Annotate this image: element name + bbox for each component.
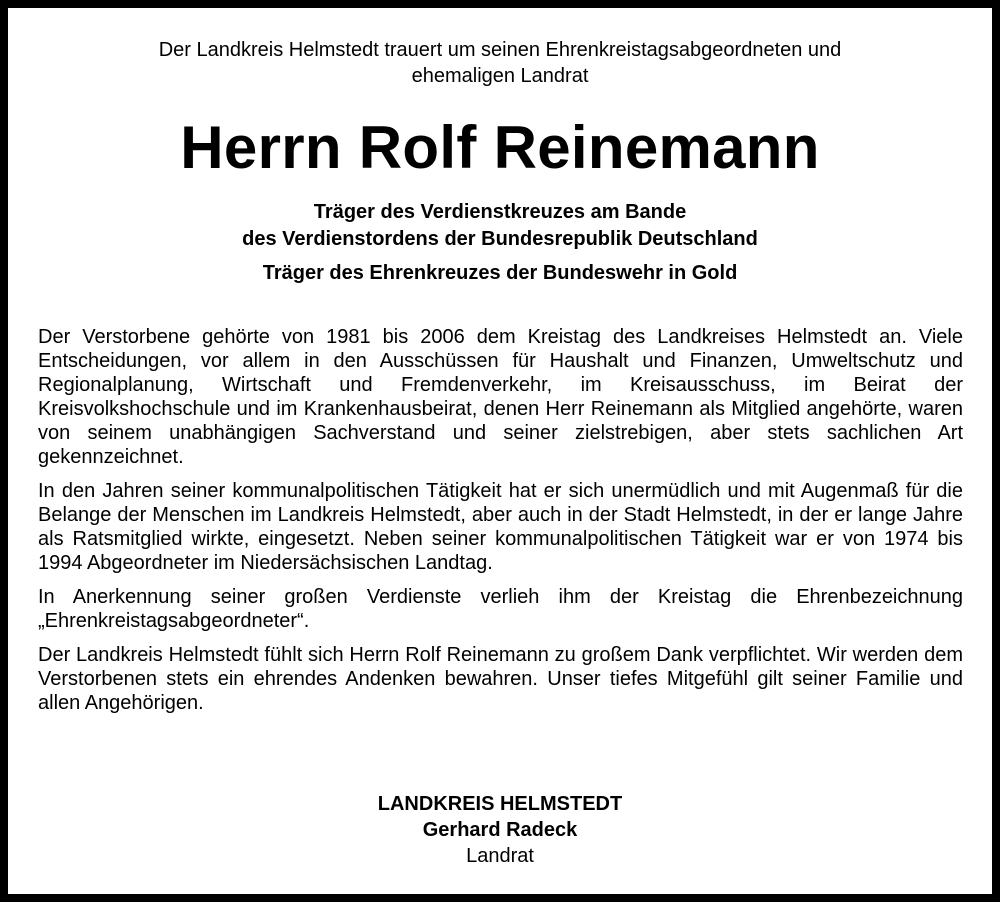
intro-text [60, 37, 940, 89]
honor-line-1: Träger des Verdienstkreuzes am Bande [313, 201, 687, 223]
honors-block [60, 199, 940, 287]
signature-person: Gerhard Radeck [422, 819, 578, 841]
obituary-body [38, 325, 963, 725]
signature-title: Landrat [466, 845, 534, 867]
signature-block [200, 791, 800, 869]
paragraph-3: In Anerkennung seiner großen Verdienste verlieh ihm der Kreistag die Ehrenbezeichnung „Ehrenkreistagsabgeordneter“. [38, 586, 963, 632]
paragraph-4: Der Landkreis Helmstedt fühlt sich Herrn Rolf Reinemann zu großem Dank verpflichtet. Wir werden dem Verstorbenen stets ein ehrendes Andenken bewahren. Unser tiefes Mitgefühl gilt seiner Familie und allen Angehörigen. [38, 644, 963, 714]
intro-line-1: Der Landkreis Helmstedt trauert um seinen Ehrenkreistagsabgeordneten und [158, 39, 842, 61]
intro-line-2: ehemaligen Landrat [411, 65, 589, 87]
honor-line-2: des Verdienstordens der Bundesrepublik Deutschland [242, 228, 758, 250]
deceased-name: Herrn Rolf Reinemann [180, 114, 820, 181]
paragraph-2: In den Jahren seiner kommunalpolitischen Tätigkeit hat er sich unermüdlich und mit Augenmaß für die Belange der Menschen im Landkreis Helmstedt, aber auch in der Stadt Helmstedt, in der er lange Jahre als Ratsmitglied wirkte, eingesetzt. Neben seiner kommunalpolitischen Tätigkeit war er von 1974 bis 1994 Abgeordneter im Niedersächsischen Landtag. [38, 480, 963, 574]
paragraph-1: Der Verstorbene gehörte von 1981 bis 2006 dem Kreistag des Landkreises Helmstedt an. Viele Entscheidungen, vor allem in den Ausschüssen für Haushalt und Finanzen, Umweltschutz und Regionalplanung, Wirtschaft und Fremdenverkehr, im Kreisausschuss, im Beirat der Kreisvolkshochschule und im Krankenhausbeirat, denen Herr Reinemann als Mitglied angehörte, waren von seinem unabhängigen Sachverstand und seiner zielstrebigen, aber stets sachlichen Art gekennzeichnet. [38, 326, 963, 468]
signature-organization: LANDKREIS HELMSTEDT [377, 793, 623, 815]
honor-line-3: Träger des Ehrenkreuzes der Bundeswehr in Gold [262, 262, 738, 284]
